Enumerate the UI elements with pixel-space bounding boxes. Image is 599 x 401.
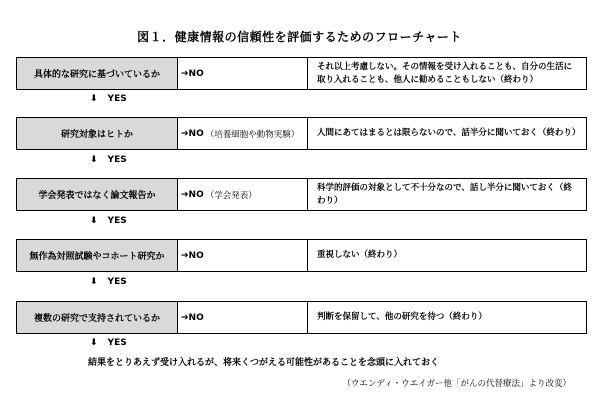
arrow-right-icon: ➔ xyxy=(181,312,189,323)
yes-label: YES xyxy=(107,155,127,165)
yes-label: YES xyxy=(107,94,127,104)
flow-step-3 xyxy=(16,178,587,211)
final-conclusion: 結果をとりあえず受け入れるが、将来くつがえる可能性があることを念頭に入れておく xyxy=(88,358,440,368)
yes-branch xyxy=(90,277,127,287)
flow-step-5 xyxy=(16,301,587,334)
question-box: 具体的な研究に基づいているか xyxy=(17,58,178,89)
no-label: NO xyxy=(188,68,204,79)
question-box: 研究対象はヒトか xyxy=(17,118,178,149)
result-text: それ以上考慮しない。その情報を受け入れることも、自分の生活に取り入れることも、他人に勧めることもしない（終わり） xyxy=(317,61,573,85)
question-box: 学会発表ではなく論文報告か xyxy=(17,179,178,210)
flow-step-4 xyxy=(16,239,587,272)
no-branch xyxy=(178,302,308,333)
arrow-down-icon: ⬇ xyxy=(90,155,98,165)
arrow-down-icon: ⬇ xyxy=(90,94,98,104)
no-label: NO xyxy=(188,250,204,261)
flow-step-1 xyxy=(16,57,587,90)
result-text: 重視しない（終わり） xyxy=(317,250,403,260)
result-text: 判断を保留して、他の研究を待つ（終わり） xyxy=(317,312,487,322)
question-box: 複数の研究で支持されているか xyxy=(17,302,178,333)
yes-branch xyxy=(90,155,127,165)
no-branch xyxy=(178,58,308,89)
no-branch xyxy=(178,179,308,210)
no-note: （培養細胞や動物実験） xyxy=(205,129,300,140)
yes-label: YES xyxy=(107,277,127,287)
question-box: 無作為対照試験やコホート研究か xyxy=(17,240,178,271)
arrow-down-icon: ⬇ xyxy=(90,338,98,348)
yes-label: YES xyxy=(107,338,127,348)
no-note: （学会発表） xyxy=(205,190,257,201)
no-branch xyxy=(178,240,308,271)
arrow-right-icon: ➔ xyxy=(181,128,189,139)
arrow-right-icon: ➔ xyxy=(181,189,189,200)
no-branch xyxy=(178,118,308,149)
arrow-down-icon: ⬇ xyxy=(90,277,98,287)
arrow-right-icon: ➔ xyxy=(181,250,189,261)
yes-label: YES xyxy=(107,216,127,226)
source-credit: （ウエンディ・ウエイガー他「がんの代替療法」より改変） xyxy=(342,379,571,389)
yes-branch xyxy=(90,216,127,226)
page-title: 図１．健康情報の信頼性を評価するためのフローチャート xyxy=(137,30,462,44)
flow-step-2 xyxy=(16,117,587,150)
result-text: 人間にあてはまるとは限らないので、話半分に聞いておく（終わり） xyxy=(317,128,581,138)
result-text: 科学的評価の対象として不十分なので、話し半分に聞いておく（終わり） xyxy=(317,182,572,206)
no-label: NO xyxy=(188,189,204,200)
arrow-right-icon: ➔ xyxy=(181,68,189,79)
yes-branch xyxy=(90,338,127,348)
arrow-down-icon: ⬇ xyxy=(90,216,98,226)
yes-branch xyxy=(90,94,127,104)
no-label: NO xyxy=(188,312,204,323)
no-label: NO xyxy=(188,128,204,139)
